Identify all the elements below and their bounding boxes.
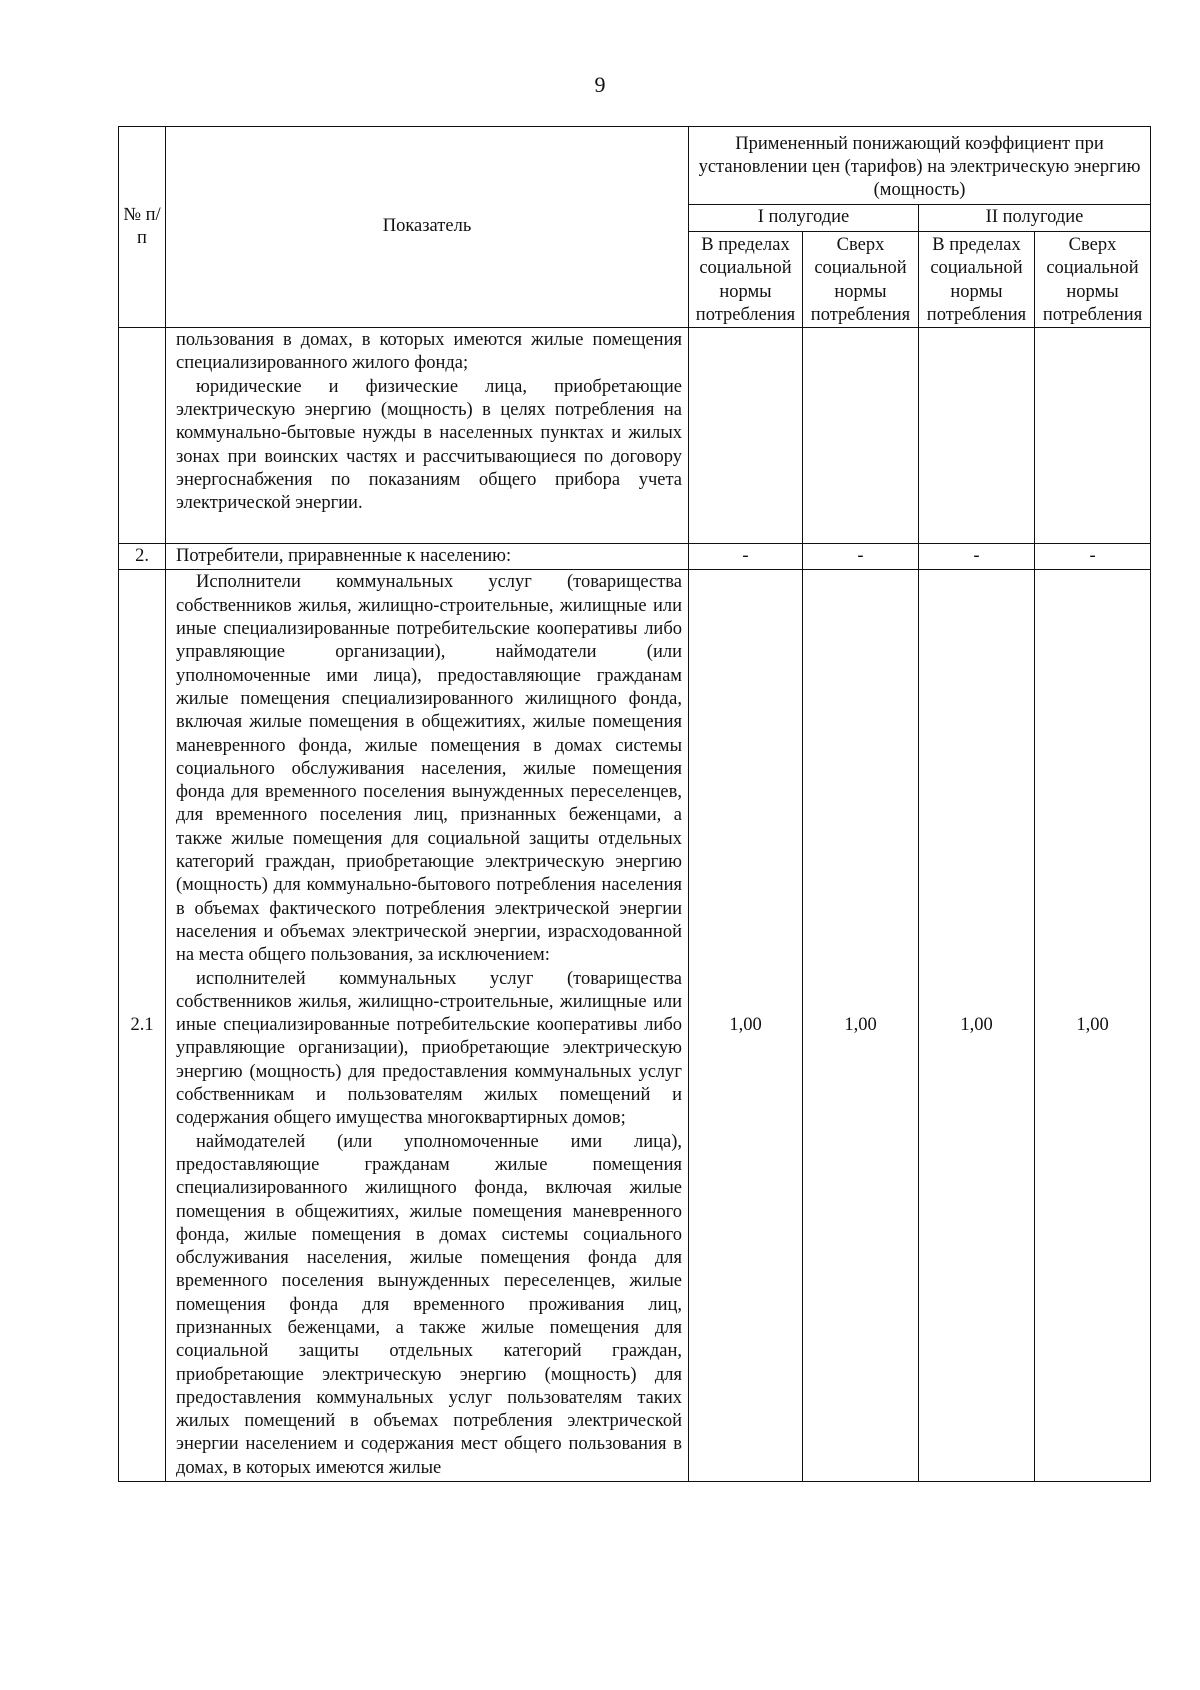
paragraph: пользования в домах, в которых имеются жилые помещения специализированного жилого фонда; [176, 330, 682, 374]
row-indicator-text [166, 544, 689, 570]
paragraph: исполнителей коммунальных услуг (товарищества собственников жилья, жилищно-строительные, жилищные или иные специализированные потребительские кооперативы либо управляющие организации), приобретающие электрическую энергию (мощность) для предоставления коммунальных услуг собственникам и пользователям жилых помещений и содержания общего имущества многоквартирных домов; [176, 968, 682, 1129]
paragraph: Потребители, приравненные к населению: [176, 546, 512, 567]
header-h1-above-norm: Сверх социальной нормы потребления [803, 232, 919, 328]
paragraph: наймодателей (или уполномоченные ими лица), предоставляющие гражданам жилые помещения специализированного жилищного фонда, включая жилые помещения в общежитиях, жилые помещения маневренного фонда, жилые помещения в домах системы социального обслуживания населения, жилые помещения фонда для временного поселения вынужденных переселенцев, жилые помещения фонда для временного проживания лиц, признанных беженцами, а также жилые помещения для социальной защиты отдельных категорий граждан, приобретающие электрическую энергию (мощность) для предоставления коммунальных услуг пользователям таких жилых помещений в объемах потребления электрической энергии населением и содержания мест общего пользования в домах, в которых имеются жилые [176, 1131, 682, 1478]
header-h1-within-norm: В пределах социальной нормы потребления [689, 232, 803, 328]
paragraph: юридические и физические лица, приобретающие электрическую энергию (мощность) в целях потребления на коммунально-бытовые нужды в населенных пунктах и жилых зонах при воинских частях и рассчитывающиеся по договору энергоснабжения по показаниям общего прибора учета электрической энергии. [176, 376, 682, 514]
value-cell: - [803, 544, 919, 570]
page-number: 9 [594, 72, 606, 97]
value-cell: 1,00 [689, 570, 803, 1482]
row-indicator-text [166, 328, 689, 544]
header-half-2: II полугодие [919, 205, 1151, 232]
tariff-coefficient-table [118, 126, 1151, 1482]
table-row [119, 544, 1151, 570]
header-indicator: Показатель [166, 127, 689, 328]
table-row [119, 570, 1151, 1482]
value-cell [919, 328, 1035, 544]
value-cell: - [919, 544, 1035, 570]
value-cell: 1,00 [803, 570, 919, 1482]
value-cell [803, 328, 919, 544]
value-cell: - [1035, 544, 1151, 570]
value-cell: 1,00 [919, 570, 1035, 1482]
header-h2-within-norm: В пределах социальной нормы потребления [919, 232, 1035, 328]
row-number: 2. [119, 544, 166, 570]
header-half-1: I полугодие [689, 205, 919, 232]
value-cell [1035, 328, 1151, 544]
value-cell: 1,00 [1035, 570, 1151, 1482]
header-number: № п/п [119, 127, 166, 328]
row-number [119, 328, 166, 544]
value-cell [689, 328, 803, 544]
header-coefficient: Примененный понижающий коэффициент при установлении цен (тарифов) на электрическую энергию (мощность) [689, 127, 1151, 205]
row-indicator-text [166, 570, 689, 1482]
header-h2-above-norm: Сверх социальной нормы потребления [1035, 232, 1151, 328]
table-row [119, 328, 1151, 544]
value-cell: - [689, 544, 803, 570]
paragraph: Исполнители коммунальных услуг (товарищества собственников жилья, жилищно-строительные, жилищные или иные специализированные потребительские кооперативы либо управляющие организации), наймодатели (или уполномоченные ими лица), предоставляющие гражданам жилые помещения специализированного жилищного фонда, включая жилые помещения в общежитиях, жилые помещения маневренного фонда, жилые помещения в домах системы социального обслуживания населения, жилые помещения фонда для временного поселения вынужденных переселенцев, для временного поселения лиц, признанных беженцами, а также жилые помещения для социальной защиты отдельных категорий граждан, приобретающие электрическую энергию (мощность) для коммунально-бытового потребления населения в объемах фактического потребления электрической энергии населения и объемах электрической энергии, израсходованной на места общего пользования, за исключением: [176, 572, 682, 966]
row-number: 2.1 [119, 570, 166, 1482]
